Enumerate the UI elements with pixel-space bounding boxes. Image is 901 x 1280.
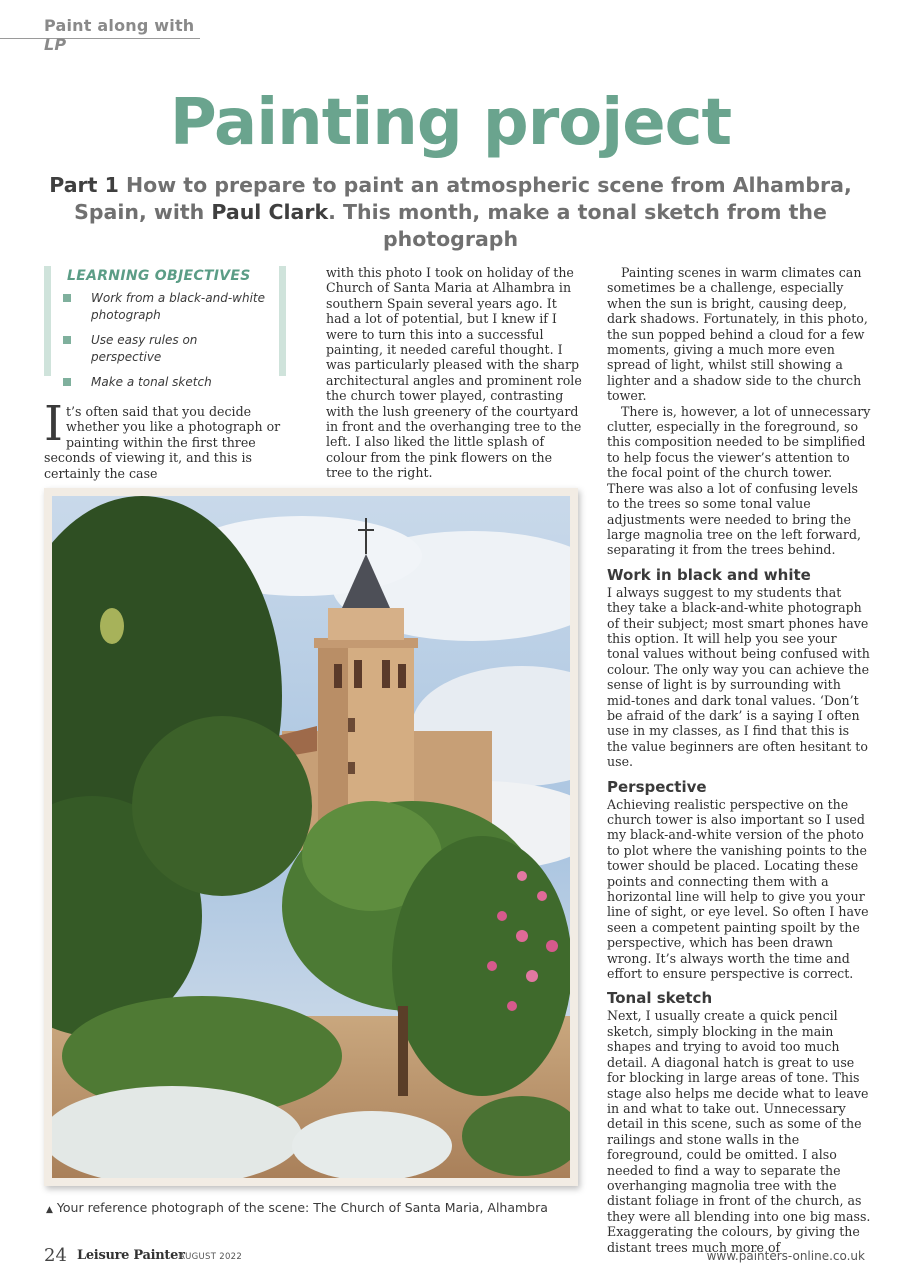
- subtitle-author: Paul Clark: [211, 200, 329, 224]
- subheading-black-and-white: Work in black and white: [607, 565, 811, 584]
- body-paragraph: Painting scenes in warm climates can sometimes be a challenge, especially when the sun is bright, causing deep, dark shadows. Fortunately, in this photo, the sun popped behind a cloud for a few moments, giving a much more even spread of light, whilst still showing a lighter and a shadow side to the church tower.: [607, 265, 868, 404]
- article-column-2: [326, 265, 582, 481]
- page-number: 24: [44, 1245, 67, 1266]
- body-paragraph: with this photo I took on holiday of the Church of Santa Maria at Alhambra in southern Spain several years ago. It had a lot of potential, but I knew if I were to turn this into a successful painting, it needed careful thought. I was particularly pleased with the sharp architectural angles and prominent role the church tower played, contrasting with the lush greenery of the courtyard in front and the overhanging tree to the left. I also liked the little splash of colour from the pink flowers on the tree to the right.: [326, 265, 582, 481]
- issue-date: AUGUST 2022: [179, 1252, 243, 1262]
- photo-caption: [46, 1200, 548, 1215]
- subtitle-text-2: . This month, make a tonal sketch from the photograph: [328, 200, 827, 251]
- article-column-1: [44, 396, 292, 481]
- caption-triangle-icon: ▲: [46, 1205, 53, 1215]
- objective-item: Work from a black-and-white photograph: [63, 290, 268, 324]
- intro-paragraph: t’s often said that you decide whether you like a photograph or painting within the first three seconds of viewing it, and this is certainly the case: [44, 404, 281, 481]
- subtitle-part: Part 1: [49, 173, 119, 197]
- body-paragraph: Achieving realistic perspective on the church tower is also important so I used my black-and-white version of the photo to plot where the vanishing points to the tower should be placed. Locating these points and connecting them with a horizontal line will help to give you your line of sight, or eye level. So often I have seen a competent painting spoilt by the perspective, which has been drawn wrong. It’s always worth the time and effort to ensure perspective is correct.: [607, 796, 869, 982]
- magazine-name: Leisure Painter: [77, 1248, 185, 1263]
- caption-text: Your reference photograph of the scene: The Church of Santa Maria, Alhambra: [56, 1200, 548, 1215]
- body-paragraph: Next, I usually create a quick pencil sketch, simply blocking in the main shapes and trying to avoid too much detail. A diagonal hatch is great to use for blocking in large areas of tone. This stage also helps me decide what to leave in and what to take out. Unnecessary detail in this scene, such as some of the railings and stone walls in the foreground, could be omitted. I also needed to find a way to separate the overhanging magnolia tree with the distant foliage in front of the church, as they were all blending into one big mass. Exaggerating the colours, by giving the distant trees much more of: [607, 1008, 871, 1255]
- body-paragraph: I always suggest to my students that they take a black-and-white photograph of their subject; most smart phones have this option. It will help you see your tonal values without being confused with colour. The only way you can achieve the sense of light is by surrounding with mid-tones and dark tonal values. ‘Don’t be afraid of the dark’ is a saying I often use in my classes, as I find that this is the value beginners are often hesitant to use.: [607, 584, 870, 770]
- website-link[interactable]: www.painters-online.co.uk: [706, 1249, 865, 1263]
- learning-objectives-list: [63, 290, 268, 399]
- article-column-3: [607, 265, 871, 1255]
- section-label: Paint along with LP: [44, 16, 195, 54]
- objective-item: Use easy rules on perspective: [63, 332, 268, 366]
- reference-photo: [52, 496, 570, 1178]
- body-paragraph: There is, however, a lot of unnecessary clutter, especially in the foreground, so this composition needed to be simplified to help focus the viewer’s attention to the focal point of the church tower. There was also a lot of confusing levels to the trees so some tonal value adjustments were needed to bring the large magnolia tree on the left forward, separating it from the trees behind.: [607, 403, 871, 558]
- section-tab: [0, 10, 200, 54]
- drop-cap: I: [44, 396, 63, 452]
- learning-objectives-box: [44, 266, 286, 389]
- objective-item: Make a tonal sketch: [63, 374, 268, 391]
- subtitle: [40, 172, 861, 253]
- learning-objectives-title: LEARNING OBJECTIVES: [67, 268, 251, 284]
- reference-photo-frame: [44, 488, 578, 1186]
- subheading-tonal-sketch: Tonal sketch: [607, 989, 713, 1008]
- page-title: Painting project: [169, 86, 732, 160]
- subtitle-text-1: How to prepare to paint an atmospheric scene from Alhambra, Spain, with: [74, 173, 852, 224]
- subheading-perspective: Perspective: [607, 777, 707, 796]
